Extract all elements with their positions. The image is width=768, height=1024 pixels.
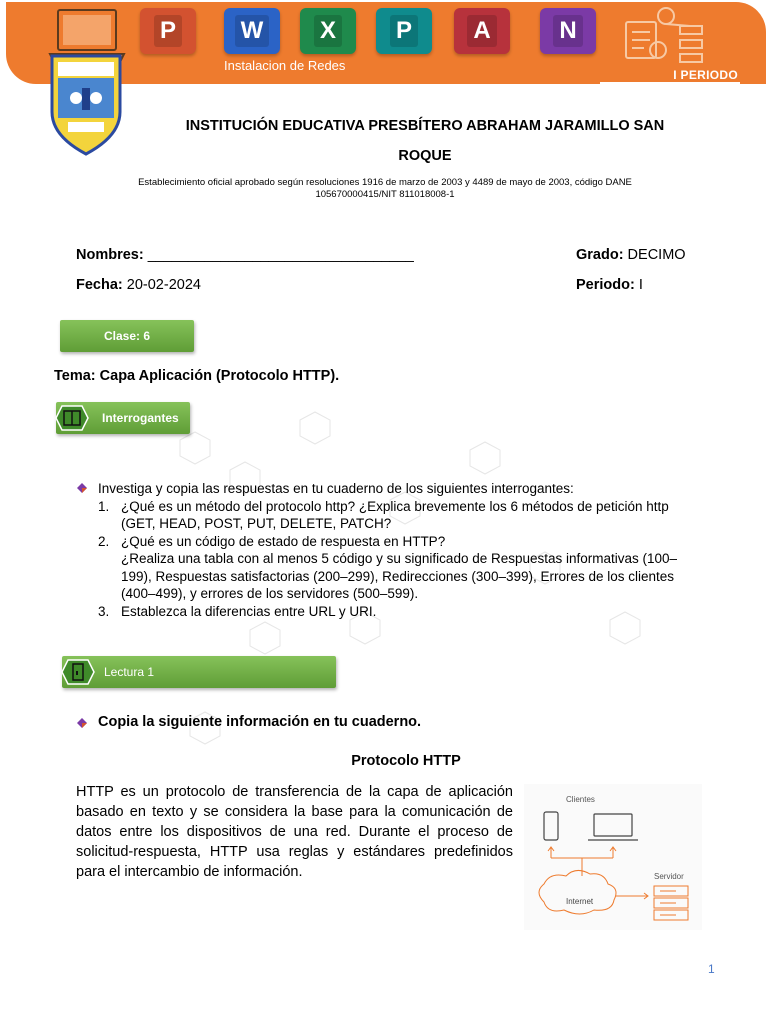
onenote-icon — [540, 8, 596, 54]
word-icon — [224, 8, 280, 54]
access-letter: A — [467, 15, 496, 47]
school-shield-logo — [48, 50, 124, 156]
question-item — [76, 603, 696, 621]
question-text: ¿Qué es un código de estado de respuesta en HTTP? — [121, 533, 446, 549]
interrogantes-label: Interrogantes — [102, 411, 179, 425]
excel-letter: X — [314, 15, 342, 47]
clase-tag: Clase: 6 — [60, 320, 194, 352]
http-paragraph: HTTP es un protocolo de transferencia de la capa de aplicación basado en texto y se considera la base para la comunicación de datos entre los dispositivos de una red. Durante el proceso de solicitud-respuesta, HTTP usa reglas y estándares predefinidos para el intercambio de información. — [76, 784, 513, 880]
phone-icon — [544, 812, 558, 840]
door-icon — [58, 658, 98, 686]
questions-intro-text: Investiga y copia las respuestas en tu cuaderno de los siguientes interrogantes: — [98, 481, 574, 496]
nombres-label: Nombres: — [76, 247, 144, 263]
server-label: Servidor — [654, 872, 684, 881]
questions-list — [76, 480, 696, 620]
book-icon — [52, 404, 92, 432]
periodo-label: Periodo: — [576, 277, 635, 293]
management-icon — [620, 4, 712, 68]
question-item — [76, 498, 696, 533]
periodo-value: I — [634, 277, 643, 293]
publisher-letter: P — [390, 15, 418, 47]
grado-field — [576, 247, 686, 263]
powerpoint-icon — [140, 8, 196, 54]
section-title: Protocolo HTTP — [351, 753, 461, 769]
excel-icon — [300, 8, 356, 54]
clients-label: Clientes — [566, 795, 595, 804]
periodo-field — [576, 277, 643, 293]
institution-subtitle-line1: Establecimiento oficial aprobado según resoluciones 1916 de marzo de 2003 y 4489 de mayo de 2003, código DANE — [138, 177, 632, 188]
server-icon — [654, 886, 688, 920]
arrow-bullet-icon — [76, 717, 88, 729]
grado-value: DECIMO — [623, 247, 686, 263]
fecha-label: Fecha: — [76, 277, 123, 293]
banner-period: I PERIODO — [673, 68, 738, 82]
onenote-letter: N — [553, 15, 582, 47]
lectura-label: Lectura 1 — [104, 665, 155, 679]
tema-heading: Tema: Capa Aplicación (Protocolo HTTP). — [54, 368, 340, 384]
institution-title-line2: ROQUE — [398, 148, 452, 164]
powerpoint-letter: P — [154, 15, 182, 47]
banner-divider — [600, 82, 740, 84]
lectura-tag — [62, 656, 336, 688]
client-server-diagram — [524, 784, 702, 930]
access-icon — [454, 8, 510, 54]
arrow-bullet-icon — [76, 482, 88, 494]
banner-subtitle: Instalacion de Redes — [224, 58, 346, 73]
institution-title-line1: INSTITUCIÓN EDUCATIVA PRESBÍTERO ABRAHAM JARAMILLO SAN — [185, 118, 665, 134]
institution-subtitle — [110, 177, 660, 201]
page-number: 1 — [708, 962, 715, 976]
nombres-value: _________________________________ — [147, 247, 414, 263]
interrogantes-tag — [56, 402, 190, 434]
question-text-continuation: ¿Realiza una tabla con al menos 5 código y su significado de Respuestas informativas (100–199), Respuestas satisfactorias (200–299), Redirecciones (300–399), Errores de los clientes (400–499), y errores de los servidores (500–599). — [121, 551, 678, 601]
question-number: 3. — [98, 603, 110, 619]
institution-subtitle-line2: 105670000415/NIT 811018008-1 — [315, 189, 455, 200]
grado-label: Grado: — [576, 247, 624, 263]
questions-intro — [76, 480, 696, 498]
publisher-icon — [376, 8, 432, 54]
copy-instruction — [76, 714, 421, 730]
laptop-client-icon — [594, 814, 632, 836]
fecha-field — [76, 277, 201, 293]
question-item — [76, 533, 696, 603]
internet-label: Internet — [566, 897, 594, 906]
fecha-value: 20-02-2024 — [122, 277, 201, 293]
word-letter: W — [235, 15, 270, 47]
nombres-field — [76, 247, 414, 263]
question-number: 1. — [98, 498, 110, 514]
copy-instruction-text: Copia la siguiente información en tu cuaderno. — [98, 714, 422, 730]
question-number: 2. — [98, 533, 110, 549]
question-text: Establezca la diferencias entre URL y URI. — [121, 603, 377, 619]
question-text: ¿Qué es un método del protocolo http? ¿Explica brevemente los 6 métodos de petición http (GET, HEAD, POST, PUT, DELETE, PATCH? — [121, 498, 669, 531]
